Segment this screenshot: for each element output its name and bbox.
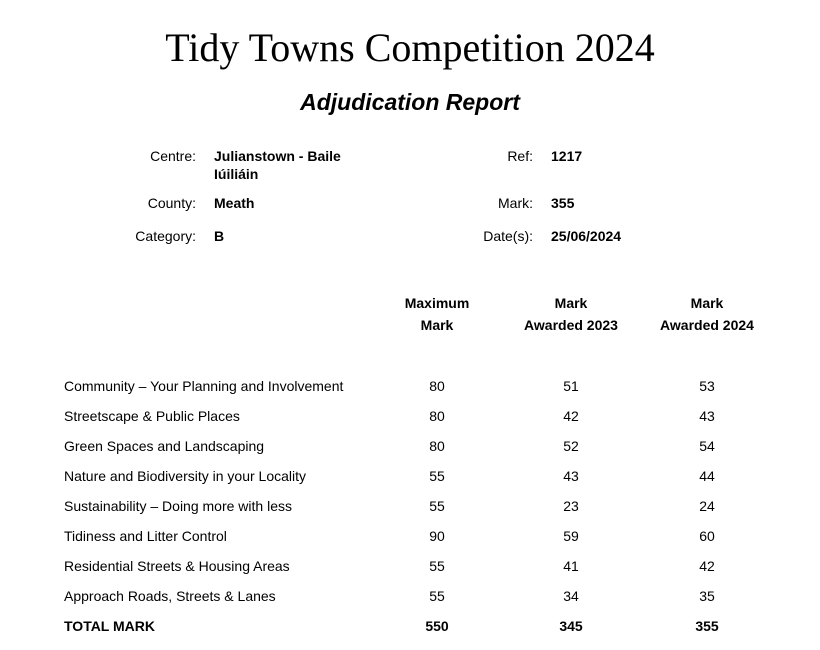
row-max-mark: 90 [429,528,445,544]
row-mark-2024: 60 [699,528,715,544]
row-mark-2024: 43 [699,408,715,424]
table-row [0,466,820,496]
column-header-max-line2: Mark [420,317,454,333]
table-row [0,526,820,556]
row-mark-2024: 44 [699,468,715,484]
row-max-mark: 55 [429,588,445,604]
row-mark-2023: 23 [563,498,579,514]
total-mark-2024: 355 [695,618,719,634]
category-value: B [214,228,225,244]
row-max-mark: 55 [429,498,445,514]
table-row [0,436,820,466]
centre-value-line2: Iúiliáin [214,166,259,182]
row-max-mark: 80 [429,438,445,454]
row-mark-2023: 34 [563,588,579,604]
dates-value: 25/06/2024 [551,228,622,244]
report-subtitle: Adjudication Report [300,89,520,115]
column-header-2024-line2: Awarded 2024 [660,317,754,333]
county-value: Meath [214,195,255,211]
row-mark-2024: 54 [699,438,715,454]
column-header-max [372,292,502,336]
total-mark-2023: 345 [559,618,583,634]
row-category: Residential Streets & Housing Areas [64,558,290,574]
row-category: Nature and Biodiversity in your Locality [64,468,307,484]
row-max-mark: 55 [429,468,445,484]
row-mark-2023: 52 [563,438,579,454]
row-mark-2024: 24 [699,498,715,514]
total-max-mark: 550 [425,618,449,634]
row-max-mark: 80 [429,408,445,424]
county-label: County: [147,195,196,211]
mark-value: 355 [551,195,575,211]
table-row [0,496,820,526]
row-mark-2023: 59 [563,528,579,544]
ref-label: Ref: [507,148,533,164]
row-mark-2023: 41 [563,558,579,574]
total-row [0,616,820,646]
report-title: Tidy Towns Competition 2024 [165,25,655,70]
column-header-2024 [637,292,777,336]
table-row [0,586,820,616]
table-row [0,406,820,436]
row-mark-2023: 43 [563,468,579,484]
column-header-2023-line2: Awarded 2023 [524,317,618,333]
column-header-2024-line1: Mark [690,295,724,311]
column-header-max-line1: Maximum [404,295,470,311]
marks-table [0,376,820,646]
dates-label: Date(s): [483,228,533,244]
category-label: Category: [135,228,196,244]
row-category: Community – Your Planning and Involvement [64,378,344,394]
table-row [0,376,820,406]
table-row [0,556,820,586]
column-header-2023-line1: Mark [554,295,588,311]
row-category: Sustainability – Doing more with less [64,498,292,514]
row-mark-2023: 42 [563,408,579,424]
row-mark-2024: 42 [699,558,715,574]
row-category: Tidiness and Litter Control [64,528,227,544]
row-mark-2024: 53 [699,378,715,394]
row-mark-2023: 51 [563,378,579,394]
row-category: Approach Roads, Streets & Lanes [64,588,276,604]
row-category: Green Spaces and Landscaping [64,438,265,454]
mark-label: Mark: [498,195,533,211]
row-max-mark: 80 [429,378,445,394]
row-mark-2024: 35 [699,588,715,604]
row-category: Streetscape & Public Places [64,408,240,424]
total-label: TOTAL MARK [64,618,155,634]
column-header-2023 [501,292,641,336]
centre-label: Centre: [150,148,196,164]
row-max-mark: 55 [429,558,445,574]
ref-value: 1217 [551,148,583,164]
centre-value-line1: Julianstown - Baile [214,148,341,164]
